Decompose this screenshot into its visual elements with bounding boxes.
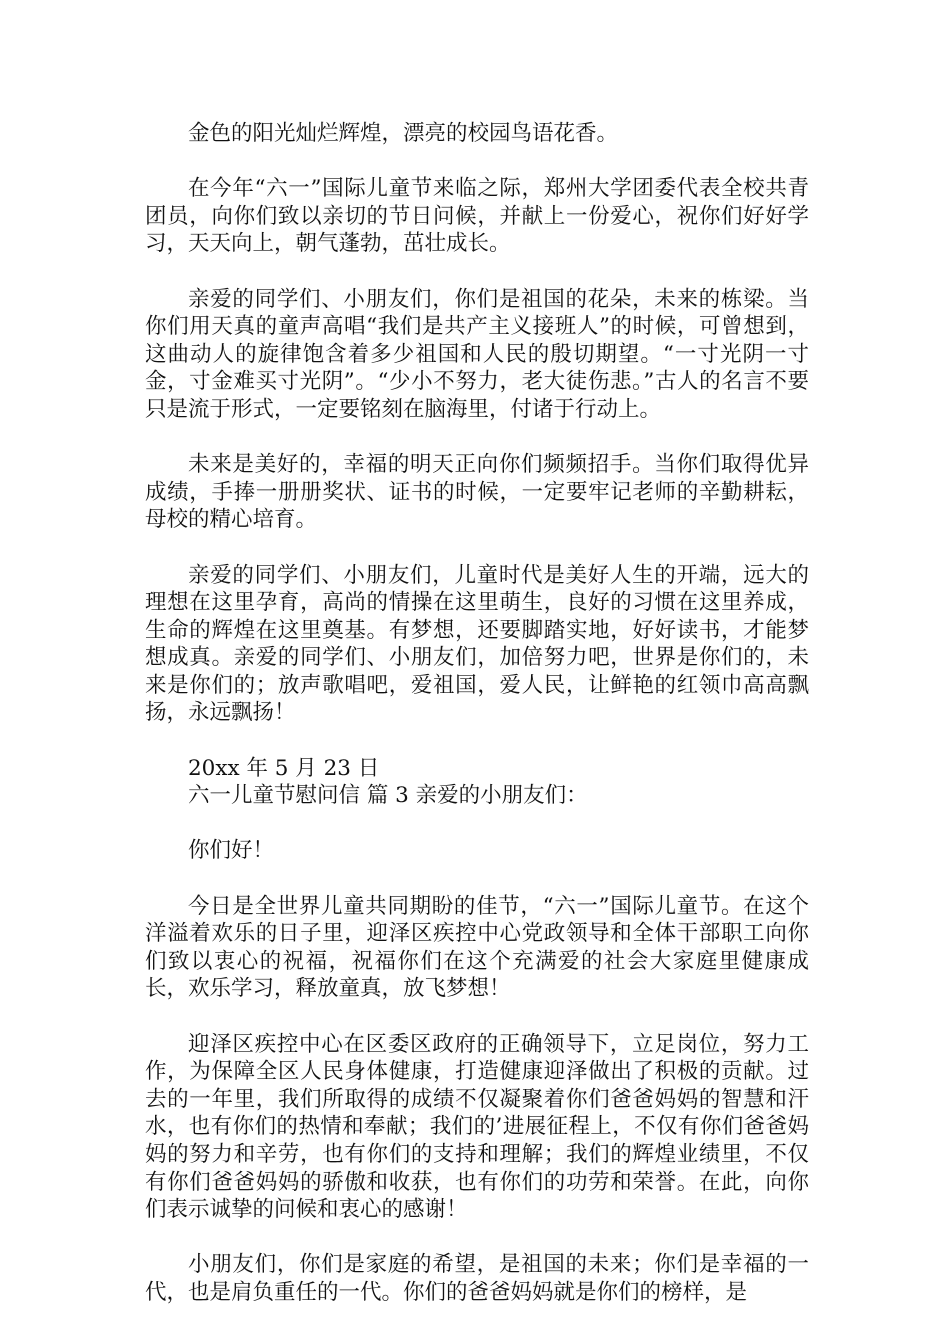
greeting: 你们好！ xyxy=(188,838,275,864)
paragraph-2: 在今年“六一”国际儿童节来临之际，郑州大学团委代表全校共青团员，向你们致以亲切的节日问候，并献上一份爱心，祝你们好好学习，天天向上，朝气蓬勃，茁壮成长。 xyxy=(145,176,809,257)
paragraph-7: 迎泽区疾控中心在区委区政府的正确领导下，立足岗位，努力工作，为保障全区人民身体健康，打造健康迎泽做出了积极的贡献。过去的一年里，我们所取得的成绩不仅凝聚着你们爸爸妈妈的智慧和汗水，也有你们的热情和奉献；我们的’进展征程上，不仅有你们爸爸妈妈的努力和辛劳，也有你们的支持和理解；我们的辉煌业绩里，不仅有你们爸爸妈妈的骄傲和收获，也有你们的功劳和荣誉。在此，向你们表示诚挚的问候和衷心的感谢！ xyxy=(145,1031,809,1223)
paragraph-8: 小朋友们，你们是家庭的希望，是祖国的未来；你们是幸福的一代，也是肩负重任的一代。你们的爸爸妈妈就是你们的榜样，是 xyxy=(145,1252,809,1305)
document-page xyxy=(145,120,809,1334)
paragraph-1: 金色的阳光灿烂辉煌，漂亮的校园鸟语花香。 xyxy=(188,121,619,146)
paragraph-5: 亲爱的同学们、小朋友们，儿童时代是美好人生的开端，远大的理想在这里孕育，高尚的情操在这里萌生，良好的习惯在这里养成，生命的辉煌在这里奠基。有梦想，还要脚踏实地，好好读书，才能梦想成真。亲爱的同学们、小朋友们，加倍努力吧，世界是你们的，未来是你们的；放声歌唱吧，爱祖国，爱人民，让鲜艳的红领巾高高飘扬，永远飘扬！ xyxy=(145,562,809,726)
paragraph-4: 未来是美好的，幸福的明天正向你们频频招手。当你们取得优异成绩，手捧一册册奖状、证书的时候，一定要牢记老师的辛勤耕耘，母校的精心培育。 xyxy=(145,452,809,533)
paragraph-6: 今日是全世界儿童共同期盼的佳节，“六一”国际儿童节。在这个洋溢着欢乐的日子里，迎泽区疾控中心党政领导和全体干部职工向你们致以衷心的祝福，祝福你们在这个充满爱的社会大家庭里健康成长，欢乐学习，释放童真，放飞梦想！ xyxy=(145,893,809,1002)
paragraph-3: 亲爱的同学们、小朋友们，你们是祖国的花朵，未来的栋梁。当你们用天真的童声高唱“我们是共产主义接班人”的时候，可曾想到，这曲动人的旋律饱含着多少祖国和人民的殷切期望。“一寸光阴一寸金，寸金难买寸光阴”。“少小不努力，老大徒伤悲。”古人的名言不要只是流于形式，一定要铭刻在脑海里，付诸于行动上。 xyxy=(145,286,809,422)
letter-heading: 六一儿童节慰问信 篇 3 亲爱的小朋友们： xyxy=(188,783,588,809)
date-line: 20xx 年 5 月 23 日 xyxy=(188,755,380,781)
